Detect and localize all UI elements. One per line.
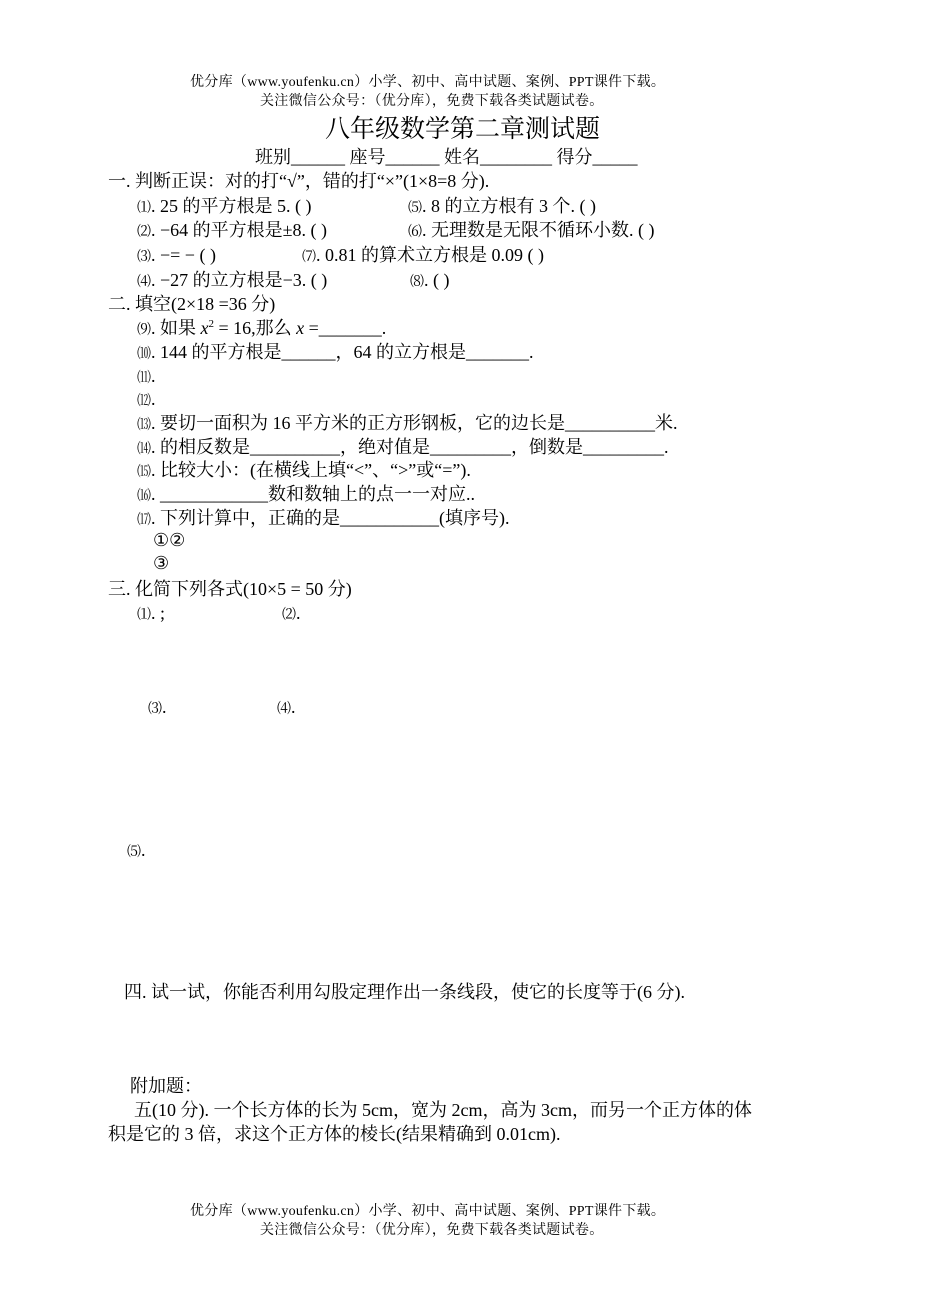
header-line-1: 优分库（www.youfenku.cn）小学、初中、高中试题、案例、PPT课件下载。 [190,75,666,90]
question-text: . 25 的平方根是 5. ( ) [151,196,312,216]
question-number: ⑹ [408,225,422,240]
question-9 [137,319,386,338]
problem-1 [137,604,165,623]
option-1-2: ①② [153,530,186,550]
question-text: . 0.81 的算术立方根是 0.09 ( ) [316,245,544,265]
bonus-question-line-1: 五(10 分). 一个长方体的长为 5cm，宽为 2cm，高为 3cm，而另一个正方体的体 [134,1100,752,1120]
footer-line-1: 优分库（www.youfenku.cn）小学、初中、高中试题、案例、PPT课件下载。 [190,1204,666,1219]
question-number: ⑴ [137,608,151,623]
question-number: ⑸ [408,201,422,216]
question-number: ⑻ [410,275,424,290]
question-13 [137,414,678,433]
question-6 [408,221,655,240]
question-number: ⑵ [282,608,296,623]
question-text: . −= − ( ) [151,245,216,265]
problem-4 [277,698,296,717]
question-number: ⑶ [148,702,162,717]
question-3 [137,246,216,265]
question-text: . −64 的平方根是±8. ( ) [151,220,328,240]
problem-5 [127,841,146,860]
question-number: ⑼ [137,323,151,338]
question-text: . 无理数是无限不循环小数. ( ) [422,220,655,240]
option-3: ③ [153,553,170,573]
footer-line-2: 关注微信公众号：（优分库），免费下载各类试题试卷。 [260,1223,604,1238]
header-line-2: 关注微信公众号：（优分库），免费下载各类试题试卷。 [260,94,604,109]
question-number: ⒀ [137,418,151,433]
question-number: ⑸ [127,845,141,860]
question-number: ⒄ [137,513,151,528]
question-12 [137,390,156,409]
bonus-label: 附加题： [130,1076,202,1096]
question-text: . −27 的立方根是−3. ( ) [151,270,328,290]
question-number: ⒁ [137,442,151,457]
question-1 [137,197,312,216]
question-text: . 的相反数是__________，绝对值是_________，倒数是_________. [151,437,669,457]
question-text-part: . 如果 [151,318,201,338]
question-15 [137,461,471,480]
question-text: . [151,366,156,386]
student-info-line: 班别______ 座号______ 姓名________ 得分_____ [255,147,638,167]
question-number: ⒂ [137,465,151,480]
question-16 [137,485,475,504]
question-text: . 比较大小：(在横线上填“<”、“>”或“=”). [151,460,471,480]
section-3-heading: 三. 化简下列各式(10×5 = 50 分) [108,579,352,599]
question-text: . ( ) [424,270,450,290]
question-text: . 144 的平方根是______，64 的立方根是_______. [151,342,534,362]
page-title: 八年级数学第二章测试题 [325,116,601,143]
question-number: ⑷ [137,275,151,290]
section-4-question: 四. 试一试，你能否利用勾股定理作出一条线段，使它的长度等于(6 分). [124,982,685,1002]
question-text: . ____________数和数轴上的点一一对应.. [151,484,475,504]
bonus-question-line-2: 积是它的 3 倍，求这个正方体的棱长(结果精确到 0.01cm). [108,1124,561,1144]
section-2-heading: 二. 填空(2×18 =36 分) [108,294,276,314]
question-17 [137,509,510,528]
question-number: ⑴ [137,201,151,216]
question-text: . [162,697,167,717]
question-text: . [141,840,146,860]
question-8 [410,271,450,290]
question-text: . 下列计算中，正确的是___________(填序号). [151,508,510,528]
question-14 [137,438,669,457]
question-2 [137,221,327,240]
question-number: ⑽ [137,347,151,362]
question-text: . [296,603,301,623]
question-10 [137,343,534,362]
question-number: ⑵ [137,225,151,240]
question-number: ⑷ [277,702,291,717]
question-text: . [291,697,296,717]
variable-x: x [200,318,209,338]
question-number: ⒃ [137,489,151,504]
problem-2 [282,604,301,623]
question-text: . [151,389,156,409]
question-number: ⑿ [137,394,151,409]
question-number: ⑶ [137,250,151,265]
question-number: ⑾ [137,371,151,386]
question-7 [302,246,544,265]
question-text: . 8 的立方根有 3 个. ( ) [422,196,596,216]
question-text-part: =_______. [304,318,387,338]
problem-3 [148,698,167,717]
question-5 [408,197,596,216]
question-11 [137,367,156,386]
exponent: 2 [208,318,214,330]
question-number: ⑺ [302,250,316,265]
question-text: . 要切一面积为 16 平方米的正方形钢板，它的边长是__________米. [151,413,678,433]
variable-x: x [296,318,305,338]
question-text-part: = 16,那么 [214,318,297,338]
question-4 [137,271,327,290]
section-1-heading: 一. 判断正误：对的打“√”，错的打“×”(1×8=8 分). [108,171,490,191]
question-text: . ; [151,603,166,623]
